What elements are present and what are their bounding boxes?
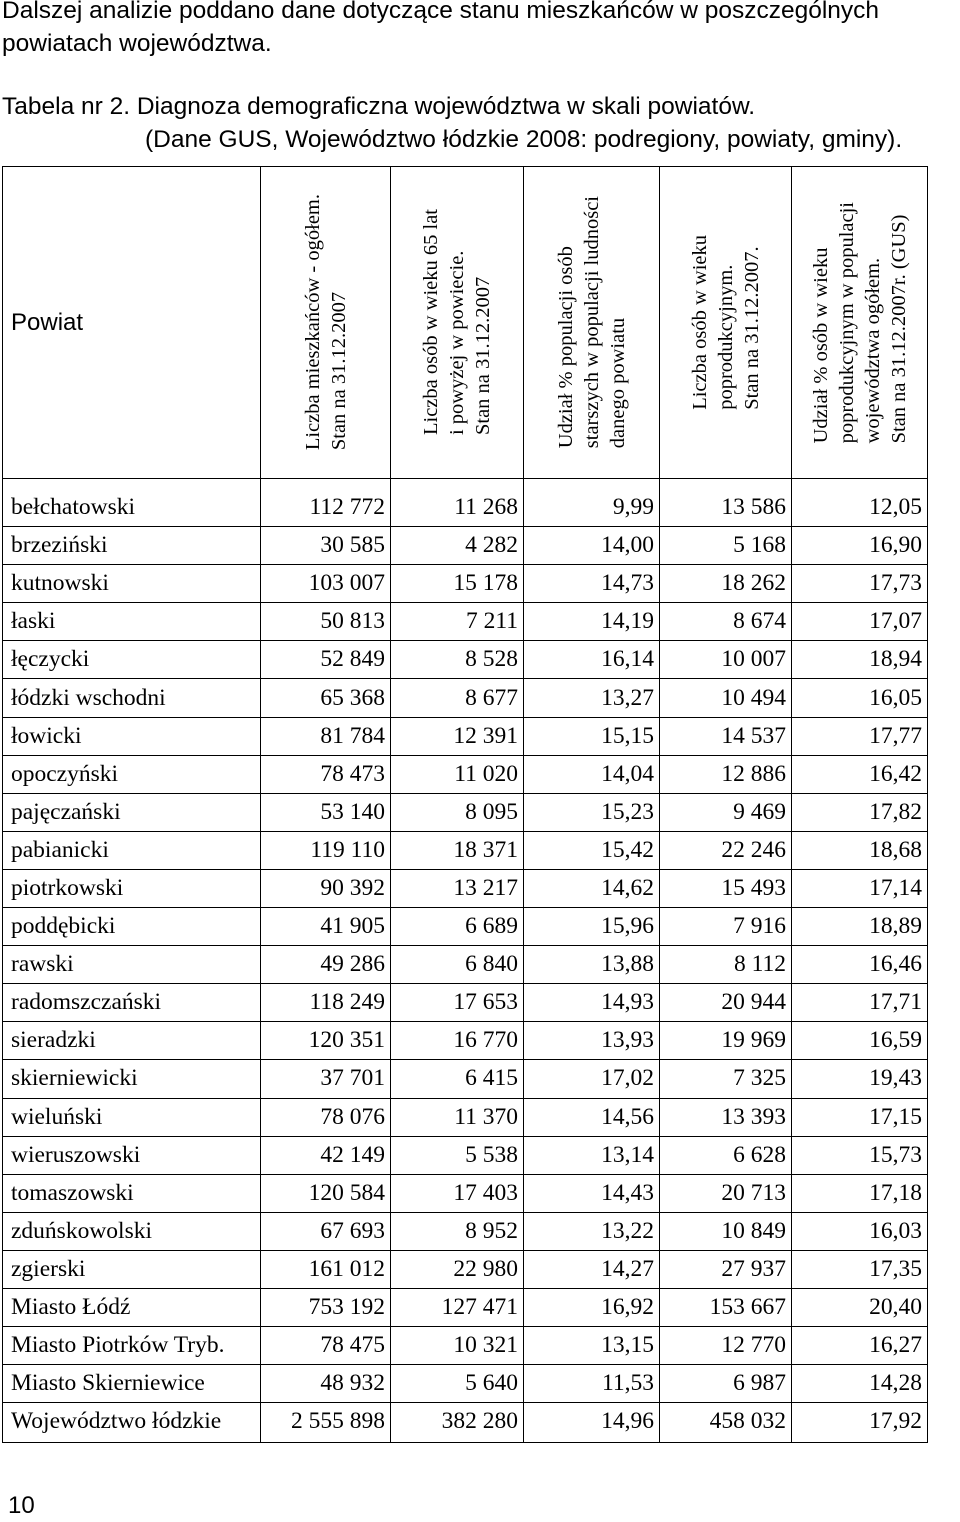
powiat-name-cell: łęczycki <box>3 641 261 679</box>
table-row <box>3 1403 928 1443</box>
value-cell: 12 886 <box>660 755 792 793</box>
caption-line-2: (Dane GUS, Województwo łódzkie 2008: podregiony, powiaty, gminy). <box>145 126 903 153</box>
table-row <box>3 1174 928 1212</box>
powiat-name-cell: piotrkowski <box>3 869 261 907</box>
demographics-table <box>2 166 928 1443</box>
powiat-name-cell: tomaszowski <box>3 1174 261 1212</box>
value-cell: 18,89 <box>792 908 928 946</box>
value-cell: 10 494 <box>660 679 792 717</box>
value-cell: 5 168 <box>660 527 792 565</box>
table-caption <box>2 90 952 156</box>
intro-paragraph: Dalszej analizie poddano dane dotyczące stanu mieszkańców w poszczególnych powiatach województwa. <box>2 0 880 57</box>
value-cell: 6 628 <box>660 1136 792 1174</box>
powiat-name-cell: łowicki <box>3 717 261 755</box>
value-cell: 10 007 <box>660 641 792 679</box>
value-cell: 20 713 <box>660 1174 792 1212</box>
value-cell: 8 677 <box>391 679 524 717</box>
value-cell: 11 370 <box>391 1098 524 1136</box>
header-population-total <box>261 167 391 479</box>
value-cell: 17,82 <box>792 793 928 831</box>
value-cell: 119 110 <box>261 831 391 869</box>
value-cell: 15,96 <box>524 908 660 946</box>
value-cell: 18,68 <box>792 831 928 869</box>
table-row <box>3 1098 928 1136</box>
powiat-name-cell: radomszczański <box>3 984 261 1022</box>
value-cell: 17 403 <box>391 1174 524 1212</box>
powiat-name-cell: kutnowski <box>3 565 261 603</box>
value-cell: 19 969 <box>660 1022 792 1060</box>
value-cell: 30 585 <box>261 527 391 565</box>
value-cell: 17,18 <box>792 1174 928 1212</box>
table-row <box>3 1136 928 1174</box>
value-cell: 11 020 <box>391 755 524 793</box>
value-cell: 65 368 <box>261 679 391 717</box>
powiat-name-cell: pabianicki <box>3 831 261 869</box>
page-number: 10 <box>8 1492 35 1519</box>
value-cell: 120 584 <box>261 1174 391 1212</box>
value-cell: 17,14 <box>792 869 928 907</box>
value-cell: 14,27 <box>524 1250 660 1288</box>
value-cell: 9,99 <box>524 479 660 527</box>
value-cell: 18 371 <box>391 831 524 869</box>
value-cell: 42 149 <box>261 1136 391 1174</box>
table-row <box>3 527 928 565</box>
value-cell: 120 351 <box>261 1022 391 1060</box>
value-cell: 17,02 <box>524 1060 660 1098</box>
table-row <box>3 908 928 946</box>
value-cell: 14,56 <box>524 1098 660 1136</box>
value-cell: 127 471 <box>391 1288 524 1326</box>
value-cell: 16,14 <box>524 641 660 679</box>
value-cell: 8 528 <box>391 641 524 679</box>
value-cell: 153 667 <box>660 1288 792 1326</box>
value-cell: 27 937 <box>660 1250 792 1288</box>
header-post-working-share <box>792 167 928 479</box>
value-cell: 20,40 <box>792 1288 928 1326</box>
value-cell: 17,92 <box>792 1403 928 1443</box>
value-cell: 50 813 <box>261 603 391 641</box>
value-cell: 8 952 <box>391 1212 524 1250</box>
table-row <box>3 831 928 869</box>
table-row <box>3 1212 928 1250</box>
value-cell: 5 538 <box>391 1136 524 1174</box>
value-cell: 49 286 <box>261 946 391 984</box>
table-row <box>3 717 928 755</box>
value-cell: 112 772 <box>261 479 391 527</box>
table-row <box>3 984 928 1022</box>
value-cell: 13,14 <box>524 1136 660 1174</box>
value-cell: 17,71 <box>792 984 928 1022</box>
value-cell: 18 262 <box>660 565 792 603</box>
value-cell: 12 770 <box>660 1327 792 1365</box>
value-cell: 22 246 <box>660 831 792 869</box>
value-cell: 458 032 <box>660 1403 792 1443</box>
value-cell: 16,90 <box>792 527 928 565</box>
value-cell: 15,73 <box>792 1136 928 1174</box>
powiat-name-cell: Miasto Skierniewice <box>3 1365 261 1403</box>
value-cell: 7 916 <box>660 908 792 946</box>
powiat-name-cell: Miasto Łódź <box>3 1288 261 1326</box>
value-cell: 78 076 <box>261 1098 391 1136</box>
value-cell: 753 192 <box>261 1288 391 1326</box>
table-row <box>3 1327 928 1365</box>
value-cell: 8 095 <box>391 793 524 831</box>
powiat-name-cell: rawski <box>3 946 261 984</box>
value-cell: 14 537 <box>660 717 792 755</box>
value-cell: 53 140 <box>261 793 391 831</box>
value-cell: 118 249 <box>261 984 391 1022</box>
value-cell: 7 325 <box>660 1060 792 1098</box>
value-cell: 67 693 <box>261 1212 391 1250</box>
value-cell: 20 944 <box>660 984 792 1022</box>
value-cell: 7 211 <box>391 603 524 641</box>
value-cell: 15,42 <box>524 831 660 869</box>
powiat-name-cell: skierniewicki <box>3 1060 261 1098</box>
value-cell: 8 112 <box>660 946 792 984</box>
value-cell: 37 701 <box>261 1060 391 1098</box>
value-cell: 17,15 <box>792 1098 928 1136</box>
value-cell: 16,27 <box>792 1327 928 1365</box>
caption-line-1: Tabela nr 2. Diagnoza demograficzna województwa w skali powiatów. <box>2 93 756 120</box>
value-cell: 13,88 <box>524 946 660 984</box>
value-cell: 12,05 <box>792 479 928 527</box>
value-cell: 90 392 <box>261 869 391 907</box>
value-cell: 14,19 <box>524 603 660 641</box>
value-cell: 6 987 <box>660 1365 792 1403</box>
table-row <box>3 755 928 793</box>
powiat-name-cell: Miasto Piotrków Tryb. <box>3 1327 261 1365</box>
value-cell: 15 493 <box>660 869 792 907</box>
value-cell: 14,62 <box>524 869 660 907</box>
value-cell: 10 849 <box>660 1212 792 1250</box>
header-text: Liczba osób w wieku poprodukcyjnym. Stan na 31.12.2007. <box>688 235 763 410</box>
value-cell: 17,35 <box>792 1250 928 1288</box>
value-cell: 2 555 898 <box>261 1403 391 1443</box>
table-row <box>3 1288 928 1326</box>
powiat-name-cell: brzeziński <box>3 527 261 565</box>
value-cell: 14,28 <box>792 1365 928 1403</box>
value-cell: 17,73 <box>792 565 928 603</box>
value-cell: 5 640 <box>391 1365 524 1403</box>
value-cell: 16 770 <box>391 1022 524 1060</box>
value-cell: 6 689 <box>391 908 524 946</box>
value-cell: 103 007 <box>261 565 391 603</box>
header-powiat: Powiat <box>3 167 261 479</box>
table-row <box>3 479 928 527</box>
value-cell: 14,00 <box>524 527 660 565</box>
powiat-name-cell: wieluński <box>3 1098 261 1136</box>
table-row <box>3 1250 928 1288</box>
powiat-name-cell: pajęczański <box>3 793 261 831</box>
table-row <box>3 793 928 831</box>
value-cell: 4 282 <box>391 527 524 565</box>
value-cell: 13 217 <box>391 869 524 907</box>
value-cell: 78 473 <box>261 755 391 793</box>
table-row <box>3 869 928 907</box>
value-cell: 12 391 <box>391 717 524 755</box>
value-cell: 17 653 <box>391 984 524 1022</box>
value-cell: 41 905 <box>261 908 391 946</box>
powiat-name-cell: łódzki wschodni <box>3 679 261 717</box>
value-cell: 14,04 <box>524 755 660 793</box>
powiat-name-cell: Województwo łódzkie <box>3 1403 261 1443</box>
value-cell: 17,07 <box>792 603 928 641</box>
value-cell: 13,15 <box>524 1327 660 1365</box>
value-cell: 11,53 <box>524 1365 660 1403</box>
table-row <box>3 641 928 679</box>
value-cell: 6 415 <box>391 1060 524 1098</box>
header-text: Liczba mieszkańców - ogółem. Stan na 31.12.2007 <box>301 194 350 451</box>
value-cell: 16,59 <box>792 1022 928 1060</box>
value-cell: 8 674 <box>660 603 792 641</box>
header-elderly-share <box>524 167 660 479</box>
table-row <box>3 946 928 984</box>
header-post-working-age <box>660 167 792 479</box>
table-row <box>3 1365 928 1403</box>
value-cell: 13 393 <box>660 1098 792 1136</box>
value-cell: 161 012 <box>261 1250 391 1288</box>
value-cell: 11 268 <box>391 479 524 527</box>
header-age-65-plus <box>391 167 524 479</box>
value-cell: 16,03 <box>792 1212 928 1250</box>
value-cell: 52 849 <box>261 641 391 679</box>
value-cell: 10 321 <box>391 1327 524 1365</box>
value-cell: 17,77 <box>792 717 928 755</box>
table-row <box>3 679 928 717</box>
powiat-name-cell: poddębicki <box>3 908 261 946</box>
value-cell: 9 469 <box>660 793 792 831</box>
value-cell: 19,43 <box>792 1060 928 1098</box>
powiat-name-cell: zgierski <box>3 1250 261 1288</box>
table-body <box>3 479 928 1443</box>
value-cell: 13,93 <box>524 1022 660 1060</box>
powiat-name-cell: sieradzki <box>3 1022 261 1060</box>
value-cell: 382 280 <box>391 1403 524 1443</box>
header-text: Liczba osób w wieku 65 lat i powyżej w powiecie. Stan na 31.12.2007 <box>420 209 494 436</box>
header-text: Udział % osób w wieku poprodukcyjnym w populacji województwa ogółem. Stan na 31.12.2007r. (GUS) <box>809 201 910 444</box>
value-cell: 15,23 <box>524 793 660 831</box>
value-cell: 16,05 <box>792 679 928 717</box>
value-cell: 6 840 <box>391 946 524 984</box>
powiat-name-cell: zduńskowolski <box>3 1212 261 1250</box>
value-cell: 14,43 <box>524 1174 660 1212</box>
value-cell: 14,96 <box>524 1403 660 1443</box>
powiat-name-cell: opoczyński <box>3 755 261 793</box>
value-cell: 13,27 <box>524 679 660 717</box>
value-cell: 16,42 <box>792 755 928 793</box>
header-text: Udział % populacji osób starszych w populacji ludności danego powiatu <box>554 196 629 449</box>
value-cell: 16,92 <box>524 1288 660 1326</box>
table-row <box>3 1022 928 1060</box>
value-cell: 81 784 <box>261 717 391 755</box>
value-cell: 48 932 <box>261 1365 391 1403</box>
value-cell: 18,94 <box>792 641 928 679</box>
value-cell: 14,73 <box>524 565 660 603</box>
value-cell: 14,93 <box>524 984 660 1022</box>
table-row <box>3 565 928 603</box>
value-cell: 22 980 <box>391 1250 524 1288</box>
value-cell: 78 475 <box>261 1327 391 1365</box>
value-cell: 15,15 <box>524 717 660 755</box>
powiat-name-cell: łaski <box>3 603 261 641</box>
table-row <box>3 1060 928 1098</box>
value-cell: 15 178 <box>391 565 524 603</box>
value-cell: 16,46 <box>792 946 928 984</box>
value-cell: 13,22 <box>524 1212 660 1250</box>
table-row <box>3 603 928 641</box>
powiat-name-cell: wieruszowski <box>3 1136 261 1174</box>
powiat-name-cell: bełchatowski <box>3 479 261 527</box>
value-cell: 13 586 <box>660 479 792 527</box>
table-header-row <box>3 167 928 479</box>
